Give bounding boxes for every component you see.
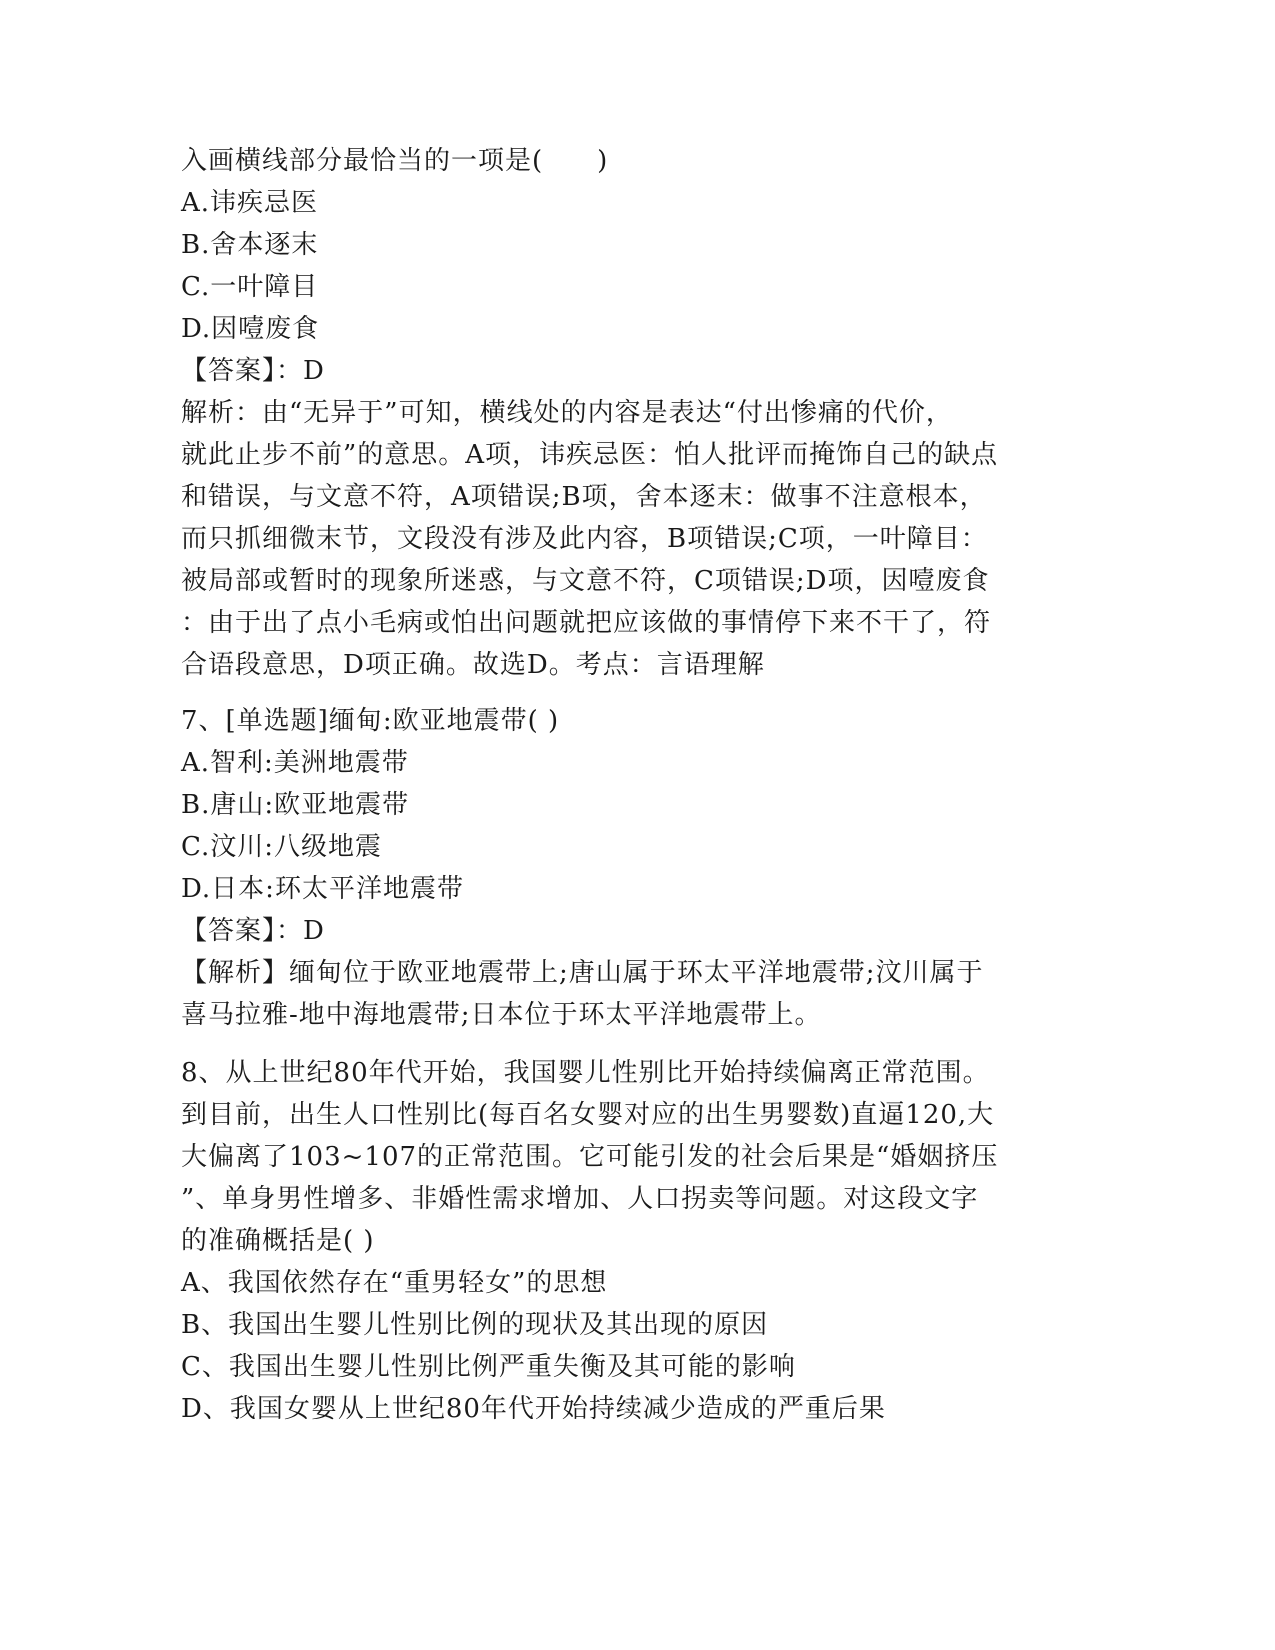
question-6-analysis-line: 和错误，与文意不符，A项错误;B项，舍本逐末：做事不注意根本，	[181, 482, 987, 512]
question-6-analysis-line: 而只抓细微末节，文段没有涉及此内容，B项错误;C项，一叶障目：	[181, 524, 988, 554]
question-6-analysis-line: 合语段意思，D项正确。故选D。考点：言语理解	[181, 650, 765, 680]
question-7-analysis-line: 喜马拉雅-地中海地震带;日本位于环太平洋地震带上。	[181, 1000, 822, 1030]
question-6-analysis-line: 就此止步不前”的意思。A项，讳疾忌医：怕人批评而掩饰自己的缺点	[181, 440, 999, 470]
question-7-option-b: B.唐山:欧亚地震带	[181, 790, 410, 820]
question-6-option-c: C.一叶障目	[181, 272, 319, 302]
question-7-stem: 7、[单选题]缅甸:欧亚地震带( )	[181, 706, 560, 736]
question-6-option-d: D.因噎废食	[181, 314, 320, 344]
question-7	[181, 700, 1061, 1036]
document-page	[181, 140, 1061, 1430]
question-8	[181, 1052, 1061, 1430]
question-8-stem-line: 8、从上世纪80年代开始，我国婴儿性别比开始持续偏离正常范围。	[181, 1058, 990, 1088]
question-8-option-d: D、我国女婴从上世纪80年代开始持续减少造成的严重后果	[181, 1394, 886, 1424]
question-6-option-a: A.讳疾忌医	[181, 188, 319, 218]
question-6-stem: 入画横线部分最恰当的一项是( )	[181, 146, 609, 176]
question-6-analysis-line: 被局部或暂时的现象所迷惑，与文意不符，C项错误;D项，因噎废食	[181, 566, 990, 596]
question-8-stem-line: 的准确概括是( )	[181, 1226, 375, 1256]
question-7-analysis-line: 【解析】缅甸位于欧亚地震带上;唐山属于环太平洋地震带;汶川属于	[181, 958, 984, 988]
question-7-answer: 【答案】：D	[181, 916, 325, 946]
question-8-option-c: C、我国出生婴儿性别比例严重失衡及其可能的影响	[181, 1352, 796, 1382]
question-8-stem-line: 到目前，出生人口性别比(每百名女婴对应的出生男婴数)直逼120,大	[181, 1100, 995, 1130]
question-6-analysis-line: 解析：由“无异于”可知，横线处的内容是表达“付出惨痛的代价，	[181, 398, 953, 428]
question-6-answer: 【答案】：D	[181, 356, 325, 386]
question-8-stem-line: 大偏离了103~107的正常范围。它可能引发的社会后果是“婚姻挤压	[181, 1142, 999, 1172]
question-8-option-b: B、我国出生婴儿性别比例的现状及其出现的原因	[181, 1310, 769, 1340]
question-spacer	[181, 686, 1061, 700]
question-6-analysis-line: ：由于出了点小毛病或怕出问题就把应该做的事情停下来不干了，符	[181, 608, 992, 638]
question-7-option-c: C.汶川:八级地震	[181, 832, 382, 862]
question-6-tail	[181, 140, 1061, 686]
question-8-stem-line: ”、单身男性增多、非婚性需求增加、人口拐卖等问题。对这段文字	[181, 1184, 979, 1214]
question-8-option-a: A、我国依然存在“重男轻女”的思想	[181, 1268, 608, 1298]
question-spacer	[181, 1036, 1061, 1052]
question-7-option-d: D.日本:环太平洋地震带	[181, 874, 464, 904]
question-6-option-b: B.舍本逐末	[181, 230, 319, 260]
question-7-option-a: A.智利:美洲地震带	[181, 748, 409, 778]
